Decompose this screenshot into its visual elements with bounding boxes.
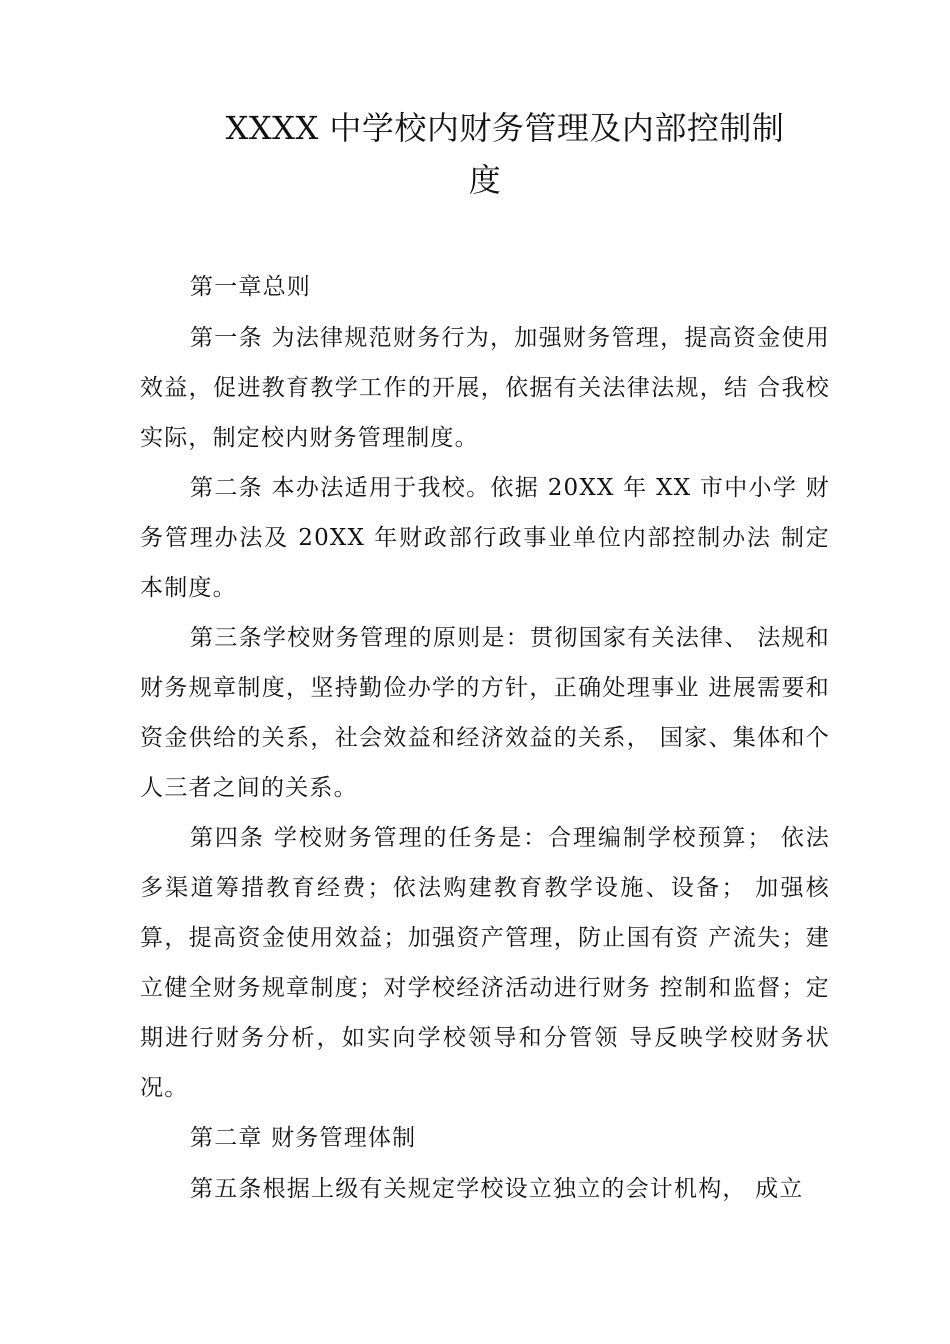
document-title bbox=[140, 102, 830, 206]
article-1: 第一条 为法律规范财务行为，加强财务管理，提高资金使用效益，促进教育教学工作的开展，依据有关法律法规，结 合我校实际，制定校内财务管理制度。 bbox=[140, 325, 830, 451]
title-line-1: XXXX 中学校内财务管理及内部控制制 bbox=[225, 109, 785, 147]
article-4: 第四条 学校财务管理的任务是：合理编制学校预算； 依法多渠道筹措教育经费；依法购建教育教学设施、设备； 加强核算，提高资金使用效益；加强资产管理，防止国有资 产流失；建立健全财务规章制度；对学校经济活动进行财务 控制和监督；定期进行财务分析，如实向学校领导和分管领 导反映学校财务状况。 bbox=[140, 825, 830, 1101]
document-body bbox=[140, 262, 830, 1214]
chapter-heading-2: 第二章 财务管理体制 bbox=[190, 1125, 417, 1151]
article-5: 第五条根据上级有关规定学校设立独立的会计机构， 成立 bbox=[190, 1176, 804, 1202]
title-line-2: 度 bbox=[468, 161, 502, 199]
article-3: 第三条学校财务管理的原则是：贯彻国家有关法律、 法规和财务规章制度，坚持勤俭办学的方针，正确处理事业 进展需要和资金供给的关系，社会效益和经济效益的关系， 国家、集体和个人三者之间的关系。 bbox=[140, 625, 830, 801]
chapter-heading-1: 第一章总则 bbox=[190, 274, 311, 300]
article-2: 第二条 本办法适用于我校。依据 20XX 年 XX 市中小学 财务管理办法及 20XX 年财政部行政事业单位内部控制办法 制定本制度。 bbox=[140, 475, 830, 601]
